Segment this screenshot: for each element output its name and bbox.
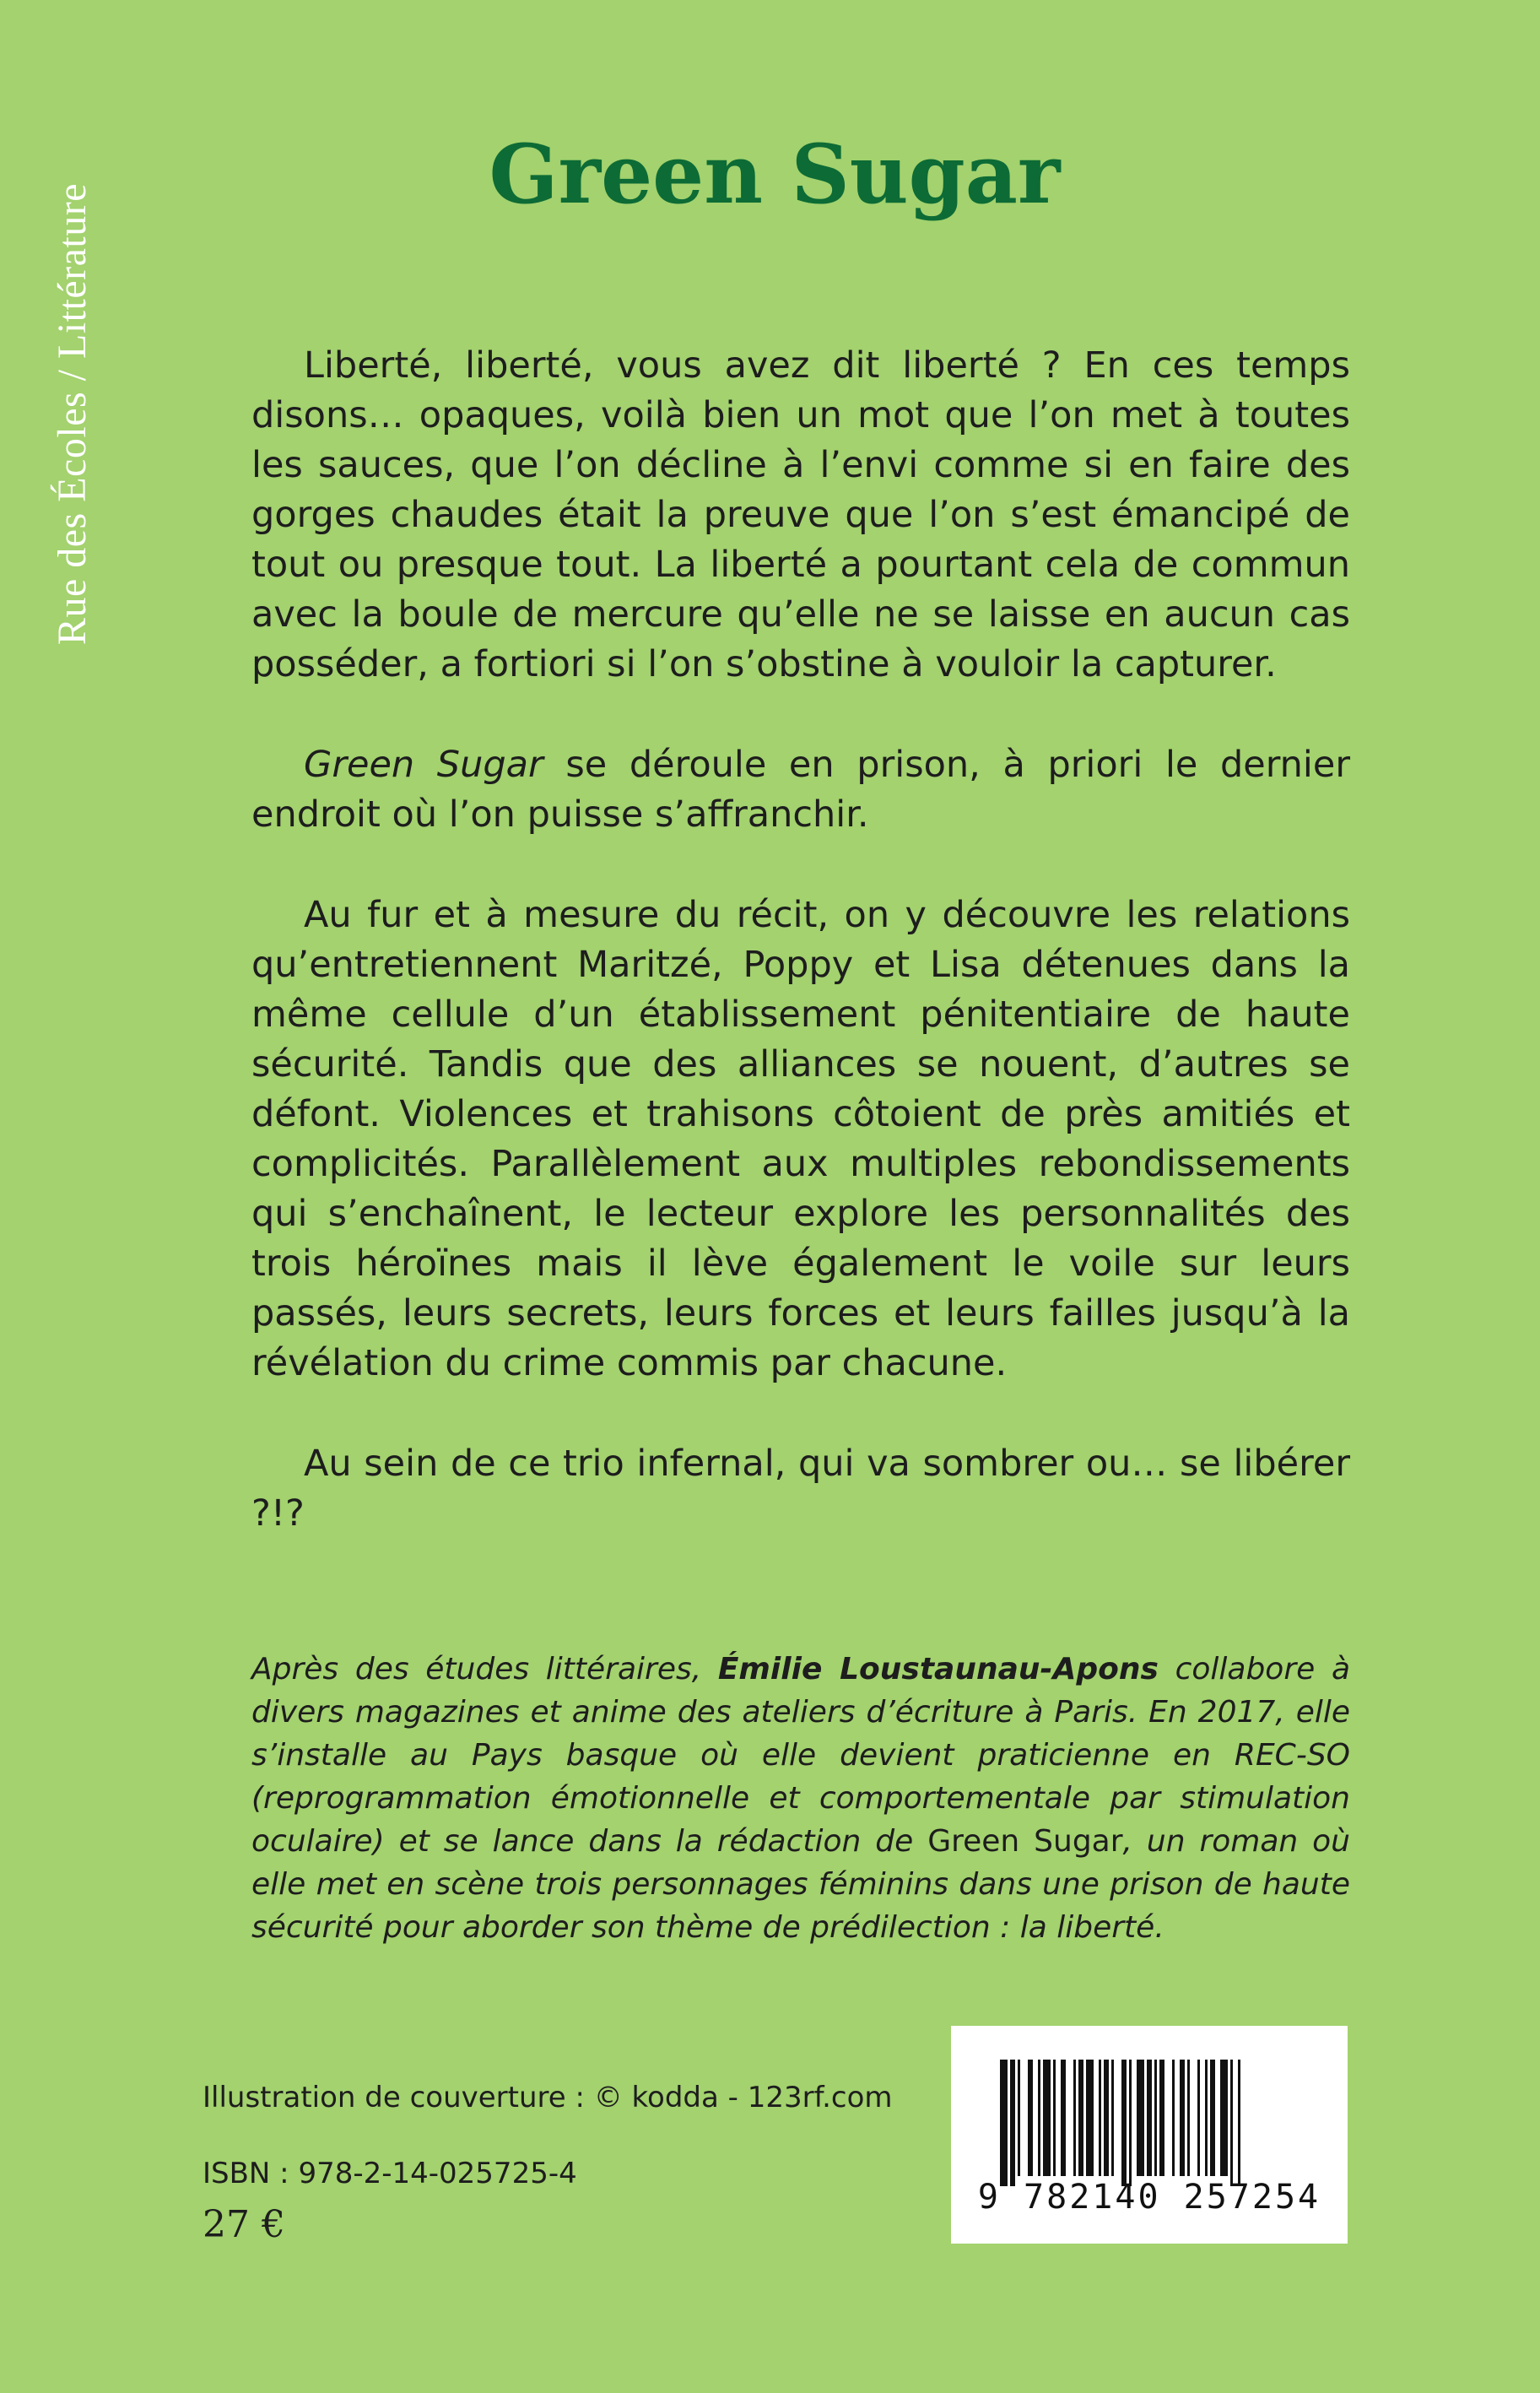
barcode-bar xyxy=(1018,2060,1020,2176)
barcode-bar xyxy=(1172,2060,1175,2176)
barcode-bar xyxy=(1061,2060,1066,2176)
barcode-bar xyxy=(1104,2060,1109,2176)
bio-text-2: collabore à divers magazines et anime des ateliers d’écriture à Paris. En 2017, elle s’installe au Pays basque où elle devient praticienne en REC-SO (reprogrammation émotionnelle et comportementale par stimulation oculaire) et se lance dans la rédaction de xyxy=(251,1652,1351,1859)
barcode-bar xyxy=(1129,2060,1132,2186)
barcode-bar xyxy=(1238,2060,1240,2186)
barcode-bar xyxy=(1197,2060,1200,2176)
barcode-bar xyxy=(1038,2060,1040,2176)
book-title: Green Sugar xyxy=(489,127,1061,222)
illustration-credit: Illustration de couverture : © kodda - 123rf.com xyxy=(203,2081,893,2114)
synopsis-paragraph-2 xyxy=(251,740,1350,840)
barcode-bar xyxy=(1205,2060,1208,2176)
bio-text-1: Après des études littéraires, xyxy=(251,1652,718,1686)
author-bio-text xyxy=(251,1648,1350,1949)
synopsis-paragraph-3: Au fur et à mesure du récit, on y découvre les relations qu’entretiennent Maritzé, Poppy et Lisa détenues dans la même cellule d’un établissement pénitentiaire de haute sécurité. Tandis que des alliances se nouent, d’autres se défont. Violences et trahisons côtoient de près amitiés et complicités. Parallèlement aux multiples rebondissements qui s’enchaînent, le lecteur explore les personnalités des trois héroïnes mais il lève également le voile sur leurs passés, leurs secrets, leurs forces et leurs failles jusqu’à la révélation du crime commis par chacune. xyxy=(251,894,1350,1384)
price: 27 € xyxy=(203,2203,285,2246)
barcode-bar xyxy=(1086,2060,1094,2176)
barcode-bar xyxy=(1028,2060,1033,2176)
barcode-bar xyxy=(1000,2060,1008,2186)
barcode-bar xyxy=(1154,2060,1157,2176)
isbn: ISBN : 978-2-14-025725-4 xyxy=(203,2157,577,2190)
barcode-bar xyxy=(1043,2060,1051,2176)
barcode-bar xyxy=(1220,2060,1228,2176)
synopsis-paragraph-1: Liberté, liberté, vous avez dit liberté ? En ces temps disons… opaques, voilà bien un mot que l’on met à toutes les sauces, que l’on décline à l’envi comme si en faire des gorges chaudes était la preuve que l’on s’est émancipé de tout ou presque tout. La liberté a pourtant cela de commun avec la boule de mercure qu’elle ne se laisse en aucun cas posséder, a fortiori si l’on s’obstine à vouloir la capturer. xyxy=(251,344,1350,685)
barcode-bar xyxy=(1078,2060,1083,2176)
book-title-inline: Green Sugar xyxy=(304,744,543,786)
barcode-bar xyxy=(1137,2060,1144,2176)
barcode xyxy=(951,2026,1348,2244)
barcode-bar xyxy=(1210,2060,1215,2176)
author-bio xyxy=(251,1648,1350,1949)
author-name: Émilie Loustaunau-Apons xyxy=(717,1652,1159,1686)
barcode-bar xyxy=(1121,2060,1127,2186)
synopsis-paragraph-2-text: se déroule en prison, à priori le dernier endroit où l’on puisse s’affranchir. xyxy=(251,744,1351,836)
barcode-bar xyxy=(1180,2060,1185,2176)
spine-label xyxy=(47,97,98,730)
barcode-bar xyxy=(1159,2060,1164,2176)
barcode-bar xyxy=(1099,2060,1101,2176)
bio-book-title: Green Sugar xyxy=(927,1824,1123,1859)
barcode-bar xyxy=(1187,2060,1190,2176)
barcode-bar xyxy=(1053,2060,1056,2176)
barcode-bar xyxy=(1147,2060,1152,2176)
collection-name: Rue des Écoles / Littérature xyxy=(50,182,95,645)
bio-text-3: , un roman où elle met en scène trois personnages féminins dans une prison de haute sécurité pour aborder son thème de prédilection : la liberté. xyxy=(251,1824,1351,1945)
barcode-bar xyxy=(1010,2060,1015,2186)
synopsis xyxy=(251,341,1350,1589)
barcode-bar xyxy=(1073,2060,1076,2176)
barcode-bars-icon xyxy=(1000,2060,1299,2186)
barcode-bar xyxy=(1111,2060,1114,2176)
synopsis-paragraph-4: Au sein de ce trio infernal, qui va sombrer ou… se libérer ?!? xyxy=(251,1443,1350,1535)
barcode-bar xyxy=(1230,2060,1233,2186)
barcode-digits: 9 782140 257254 xyxy=(977,2178,1321,2217)
